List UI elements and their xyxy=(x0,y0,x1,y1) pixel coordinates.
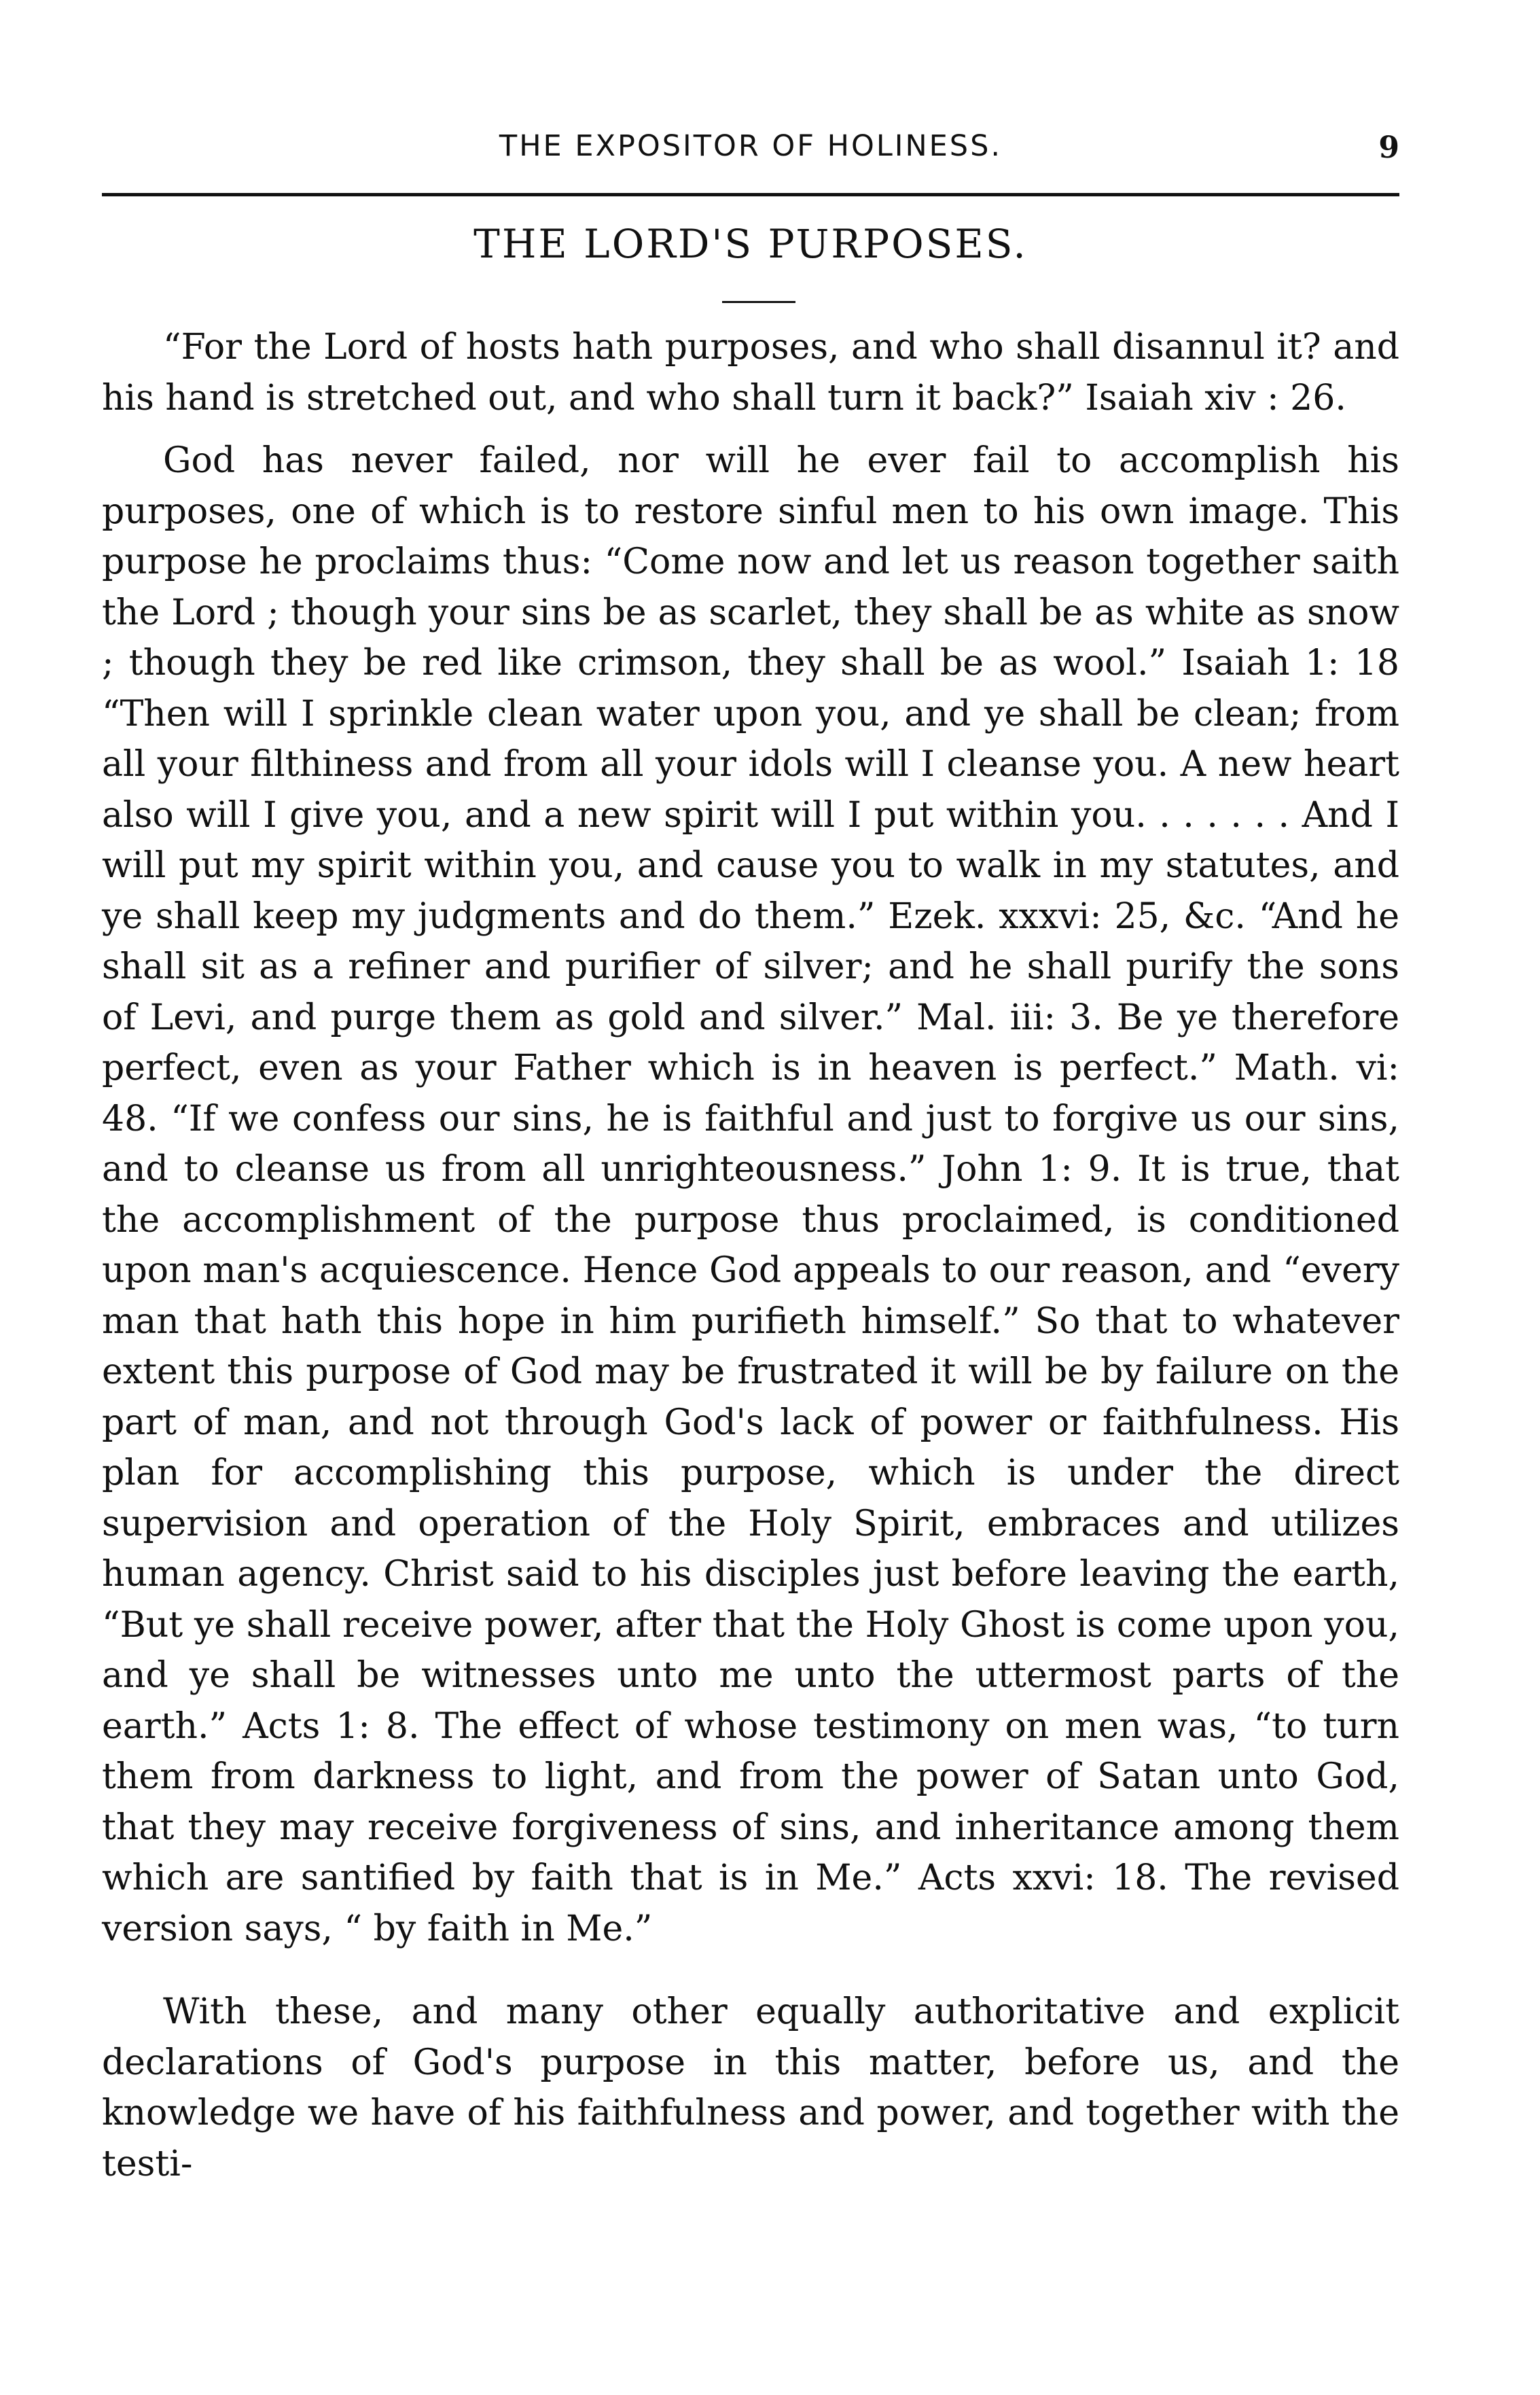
running-header xyxy=(102,129,1399,170)
title-rule xyxy=(722,301,795,303)
page-number: 9 xyxy=(1378,130,1399,165)
article-title: THE LORD'S PURPOSES. xyxy=(473,221,1028,267)
closing-paragraph: With these, and many other equally authoritative and explicit declarations of God's purpose in this matter, before us, and the knowledge we have of his faithfulness and power, and together with the testi- xyxy=(102,1991,1399,2184)
body-paragraph: God has never failed, nor will he ever fail to accomplish his purposes, one of which is to restore sinful men to his own image. This purpose he proclaims thus: “Come now and let us reason together saith the Lord ; though your sins be as scarlet, they shall be as white as snow ; though they be red like crimson, they shall be as wool.” Isaiah 1: 18 “Then will I sprinkle clean water upon you, and ye shall be clean; from all your filthiness and from all your idols will I cleanse you. A new heart also will I give you, and a new spirit will I put within you. . . . . . . And I will put my spirit within you, and cause you to walk in my statutes, and ye shall keep my judgments and do them.” Ezek. xxxvi: 25, &c. “And he shall sit as a refiner and purifier of silver; and he shall purify the sons of Levi, and purge them as gold and silver.” Mal. iii: 3. Be ye therefore perfect, even as your Father which is in heaven is perfect.” Math. vi: 48. “If we confess our sins, he is faithful and just to forgive us our sins, and to cleanse us from all unrighteousness.” John 1: 9. It is true, that the accomplishment of the purpose thus proclaimed, is conditioned upon man's acquiescence. Hence God appeals to our reason, and “every man that hath this hope in him purifieth himself.” So that to whatever extent this purpose of God may be frustrated it will be by failure on the part of man, and not through God's lack of power or faithfulness. His plan for accomplishing this purpose, which is under the direct supervision and operation of the Holy Spirit, embraces and utilizes human agency. Christ said to his disciples just before leaving the earth, “But ye shall receive power, after that the Holy Ghost is come upon you, and ye shall be witnesses unto me unto the uttermost parts of the earth.” Acts 1: 8. The effect of whose testimony on men was, “to turn them from darkness to light, and from the power of Satan unto God, that they may receive forgiveness of sins, and inheritance among them which are santified by faith that is in Me.” Acts xxvi: 18. The revised version says, “ by faith in Me.” xyxy=(102,440,1399,1949)
article-body xyxy=(102,322,1399,2189)
header-rule xyxy=(102,193,1399,196)
epigraph-paragraph: “For the Lord of hosts hath purposes, and who shall disannul it? and his hand is stretched out, and who shall turn it back?” Isaiah xiv : 26. xyxy=(102,327,1399,419)
running-title: THE EXPOSITOR OF HOLINESS. xyxy=(499,129,1003,163)
